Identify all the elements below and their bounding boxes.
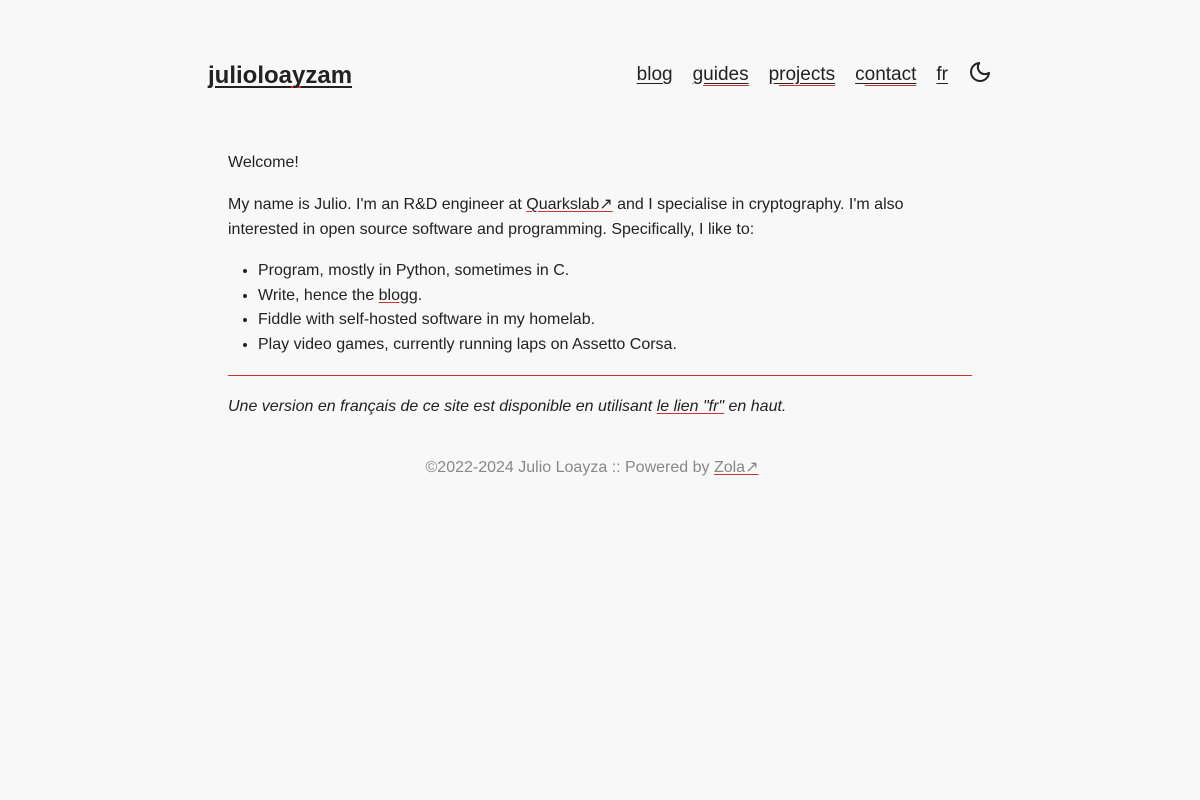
french-notice bbox=[228, 394, 972, 419]
blog-link[interactable]: blog bbox=[378, 286, 409, 304]
intro-text-start: My name is Julio. I'm an R&D engineer at bbox=[228, 196, 527, 213]
site-title-text: julioloayzam bbox=[208, 62, 353, 89]
welcome-text: Welcome! bbox=[228, 154, 299, 171]
copyright-text: ©2022-2024 Julio Loayza :: Powered by bbox=[425, 459, 714, 476]
list-item-text: g. bbox=[408, 286, 423, 304]
divider bbox=[228, 375, 972, 376]
nav-guides[interactable] bbox=[693, 60, 749, 90]
nav-blog[interactable] bbox=[637, 60, 673, 90]
list-item: • Fiddle with self-hosted software in my homelab. bbox=[258, 308, 972, 333]
site-header bbox=[208, 0, 992, 140]
nav-guides-label: guides bbox=[692, 64, 749, 85]
zola-link[interactable]: Zola↗ bbox=[713, 459, 759, 476]
list-item bbox=[258, 284, 972, 309]
intro-paragraph bbox=[228, 192, 972, 242]
quarkslab-link[interactable]: Quarkslab↗ bbox=[526, 196, 613, 213]
site-footer bbox=[208, 455, 992, 480]
nav-contact[interactable] bbox=[855, 60, 916, 90]
main-content bbox=[208, 150, 992, 419]
nav-fr-label: fr bbox=[936, 64, 948, 85]
nav-projects-label: projects bbox=[768, 64, 836, 85]
nav-blog-label: blog bbox=[636, 64, 673, 85]
nav-fr[interactable] bbox=[936, 60, 948, 90]
site-title-link[interactable] bbox=[208, 61, 352, 91]
nav-contact-label: contact bbox=[855, 64, 917, 85]
list-item-text: Write, hence the bbox=[258, 286, 379, 304]
nav-projects[interactable] bbox=[769, 60, 836, 90]
likes-list bbox=[228, 259, 972, 357]
french-text-start: Une version en français de ce site est disponible en utilisant bbox=[228, 398, 657, 415]
list-item: • Play video games, currently running laps on Assetto Corsa. bbox=[258, 333, 972, 358]
french-text-end: en haut. bbox=[724, 398, 787, 415]
page-wrapper bbox=[208, 0, 992, 480]
list-item: • Program, mostly in Python, sometimes in C. bbox=[258, 259, 972, 284]
french-link[interactable]: le lien "fr" bbox=[656, 398, 725, 415]
moon-icon[interactable] bbox=[968, 60, 992, 84]
intro-text-end: and I specialise in cryptography. I'm also interested in open source software and programming. Specifically, I like to: bbox=[228, 196, 904, 238]
main-nav bbox=[617, 60, 992, 90]
